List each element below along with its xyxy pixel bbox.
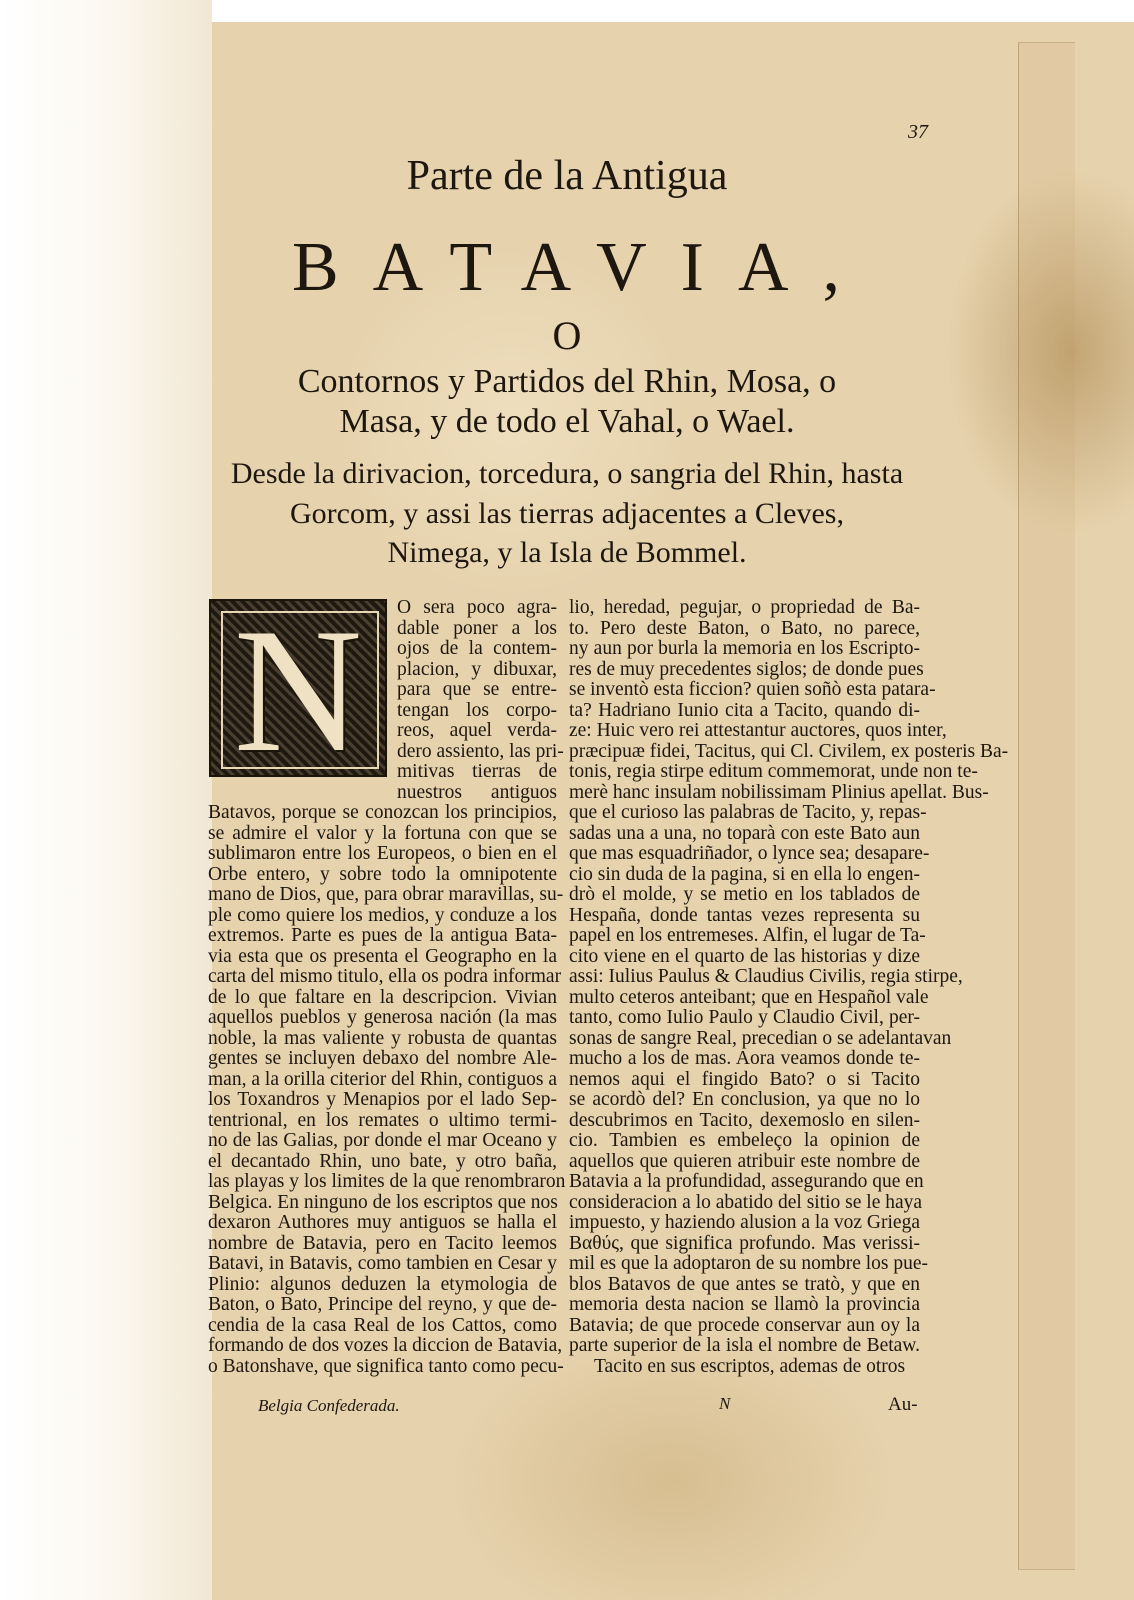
text-line: aquellos pueblos y generosa nación (la mas [208,1007,557,1028]
page-number: 37 [908,121,928,143]
text-line: aquellos que quieren atribuir este nombre de [569,1150,920,1172]
text-line: sadas una a una, no toparà con este Bato aun [569,822,920,844]
text-line: cendia de la casa Real de los Cattos, como [208,1314,557,1336]
text-line: mano de Dios, que, para obrar maravillas, su- [208,884,564,905]
text-line: descubrimos en Tacito, dexemoslo en silen- [569,1109,920,1131]
text-line: ple como quiere los medios, y conduze a los [208,904,557,926]
text-line: sonas de sangre Real, precedian o se adelantavan [569,1027,952,1049]
text-line: gentes se incluyen debaxo del nombre Ale- [208,1048,557,1069]
text-line: man, a la orilla citerior del Rhin, contiguos a [208,1068,557,1090]
title-connector: O [552,313,582,358]
text-line: o Batonshave, que significa tanto como pecu- [208,1355,564,1377]
subheading-line: Gorcom, y assi las tierras adjacentes a Cleves, [290,497,844,530]
text-line: Tacito en sus escriptos, ademas de otros [594,1355,906,1377]
text-line: dexaron Authores muy antiguos se halla el [208,1212,557,1233]
text-line: præcipuæ fidei, Tacitus, qui Cl. Civilem, ex posteris Ba- [569,740,1009,762]
footer-title: Belgia Confederada. [258,1396,400,1415]
text-line: ta? Hadriano Iunio cita a Tacito, quando di- [569,699,920,721]
subheading-line: Desde la dirivacion, torcedura, o sangria del Rhin, hasta [230,457,904,490]
text-line: tanto, como Iulio Paulo y Claudio Civil, per- [569,1007,920,1028]
text-line: cito viene en el quarto de las historias y dize [569,945,920,967]
text-line: el decantado Rhin, uno bate, y otro baña, [208,1150,557,1172]
text-line: ojos de la contem- [397,638,557,659]
text-line: res de muy precedentes siglos; de donde pues [569,658,924,680]
text-line: mitivas tierras de [397,761,557,782]
title-main: BATAVIA, [291,229,875,306]
text-line: consideracion a lo abatido del sitio se le haya [569,1191,923,1213]
text-line: memoria desta nacion se llamò la provincia [569,1294,920,1315]
text-line: se acordò del? En conclusion, ya que no lo [569,1089,920,1110]
text-line: cio. Tambien es embeleço la opinion de [569,1130,920,1151]
text-line: Βαθύς, que significa profundo. Mas verissi- [569,1232,920,1254]
text-line: Batavos, porque se conozcan los principios, [208,802,557,823]
text-line: parte superior de la isla el nombre de Betaw. [569,1335,920,1356]
text-line: impuesto, y haziendo alusion a la voz Griega [569,1212,920,1233]
text-line: Orbe entero, y sobre todo la omnipotente [208,863,557,885]
text-line: noble, la mas valiente y robusta de quantas [208,1027,557,1049]
text-line: placion, y dibuxar, [397,658,557,680]
text-line: formando de dos vozes la diccion de Batavia, [208,1335,563,1356]
signature-mark: N [719,1394,731,1413]
decorated-initial [209,591,387,789]
text-line: Batavia a la profundidad, assegurando que en [569,1171,924,1192]
text-line: Hespaña, donde tantas vezes representa su [569,904,920,926]
text-line: se inventò esta ficcion? quien soñò esta patara- [569,679,936,700]
text-line: de lo que faltare en la descripcion. Vivian [208,986,557,1008]
text-line: ny aun por burla la memoria en los Escripto- [569,638,920,659]
text-line: las playas y los limites de la que renombraron [208,1171,566,1192]
text-line: Batavi, in Batavis, como tambien en Cesar y [208,1253,557,1274]
text-line: Baton, o Bato, Principe del reyno, y que de- [208,1294,557,1315]
catchword: Au- [888,1394,918,1415]
text-line: no de las Galias, por donde el mar Oceano y [208,1130,557,1151]
text-line: dero assiento, las pri- [397,740,564,762]
text-line: nuestros antiguos [397,781,557,803]
text-line: tentrional, en los remates o ultimo termi- [208,1109,557,1131]
text-line: Batavia; de que procede conservar aun oy la [569,1314,920,1336]
subheading-line: Nimega, y la Isla de Bommel. [387,536,747,569]
text-line: nombre de Batavia, pero en Tacito leemos [208,1232,557,1254]
text-line: mucho a los de mas. Aora veamos donde te- [569,1048,920,1069]
text-line: para que se entre- [397,679,557,700]
text-line: nemos aqui el fingido Bato? o si Tacito [569,1068,920,1090]
text-line: extremos. Parte es pues de la antigua Bata- [208,925,557,946]
text-line: tengan los corpo- [397,699,557,721]
text-line: sublimaron entre los Europeos, o bien en el [208,843,557,864]
text-line: Belgica. En ninguno de los escriptos que nos [208,1191,558,1213]
subtitle-line: Contornos y Partidos del Rhin, Mosa, o [297,363,837,400]
text-line: blos Batavos de que antes se tratò, y que en [569,1273,920,1295]
text-line: lio, heredad, pegujar, o propriedad de Ba- [569,597,920,618]
text-line: papel en los entremeses. Alfin, el lugar de Ta- [569,925,926,946]
text-line: Plinio: algunos deduzen la etymologia de [208,1273,557,1295]
text-line: se admire el valor y la fortuna con que se [208,822,557,844]
text-line: merè hanc insulam nobilissimam Plinius apellat. Bus- [569,781,989,803]
text-line: ze: Huic vero rei attestantur auctores, quos inter, [569,720,947,741]
text-line: reos, aquel verda- [397,720,557,741]
text-line: los Toxandros y Menapios por el lado Sep- [208,1089,557,1110]
text-line: O sera poco agra- [397,597,557,618]
text-line: multo ceteros anteibant; que en Hespañol vale [569,986,929,1008]
text-line: drò el molde, y se metio en los tablados de [569,884,920,905]
text-line: cio sin duda de la pagina, si en ella lo engen- [569,863,920,885]
text-line: que el curioso las palabras de Tacito, y, repas- [569,802,927,823]
text-line: to. Pero deste Baton, o Bato, no parece, [569,617,920,639]
title-line-1: Parte de la Antigua [406,153,728,199]
text-line: tonis, regia stirpe editum commemorat, unde non te- [569,761,978,782]
text-line: dable poner a los [397,617,557,639]
subtitle-line: Masa, y de todo el Vahal, o Wael. [339,403,795,440]
text-line: que mas esquadriñador, o lynce sea; desapare- [569,843,930,864]
text-line: assi: Iulius Paulus & Claudius Civilis, regia stirpe, [569,966,963,987]
text-line: mil es que la adoptaron de su nombre los pue- [569,1253,929,1274]
text-line: carta del mismo titulo, ella os podra informar [208,966,562,987]
drop-cap-letter: N [233,591,363,789]
text-line: via esta que os presenta el Geographo en la [208,945,557,967]
